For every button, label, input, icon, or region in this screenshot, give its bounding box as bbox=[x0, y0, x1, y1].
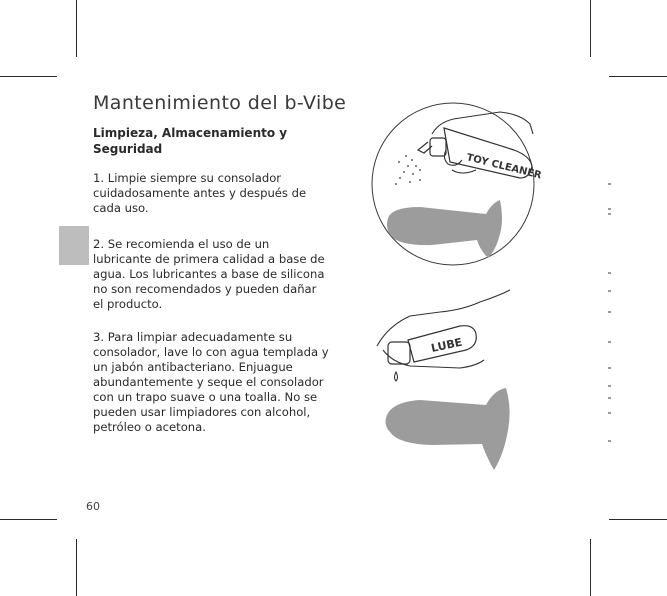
drop-icon bbox=[395, 372, 398, 381]
cleaning-illustration bbox=[372, 103, 543, 265]
paragraph-3: 3. Para limpiar adecuadamente su consolador, lave lo con agua templada y un jabón antibacteriano. Enjuague abundantemente y seque el consolador con un trapo suave o una toalla. No se pueden usar limpiadores con alcohol, petróleo o acetona. bbox=[93, 330, 329, 434]
page-title: Mantenimiento del b-Vibe bbox=[93, 92, 347, 114]
spray-mist-icon bbox=[395, 155, 421, 185]
page-number: 60 bbox=[86, 500, 100, 513]
paragraph-2: 2. Se recomienda el uso de un lubricante de primera calidad a base de agua. Los lubricantes a base de silicona no son recomendados y pueden dañar el producto. bbox=[93, 237, 325, 311]
cleaner-label: TOY CLEANER bbox=[465, 152, 543, 182]
section-subtitle: Limpieza, Almacenamiento y Seguridad bbox=[93, 126, 288, 156]
spray-bottle-icon bbox=[418, 128, 543, 182]
lube-label: LUBE bbox=[429, 335, 464, 355]
hand-icon bbox=[377, 290, 510, 368]
paragraph-1: 1. Limpie siempre su consolador cuidadosamente antes y después de cada uso. bbox=[93, 171, 307, 215]
lube-illustration bbox=[377, 290, 510, 470]
toy-plug-icon bbox=[386, 388, 510, 470]
lube-bottle-icon bbox=[388, 326, 476, 364]
